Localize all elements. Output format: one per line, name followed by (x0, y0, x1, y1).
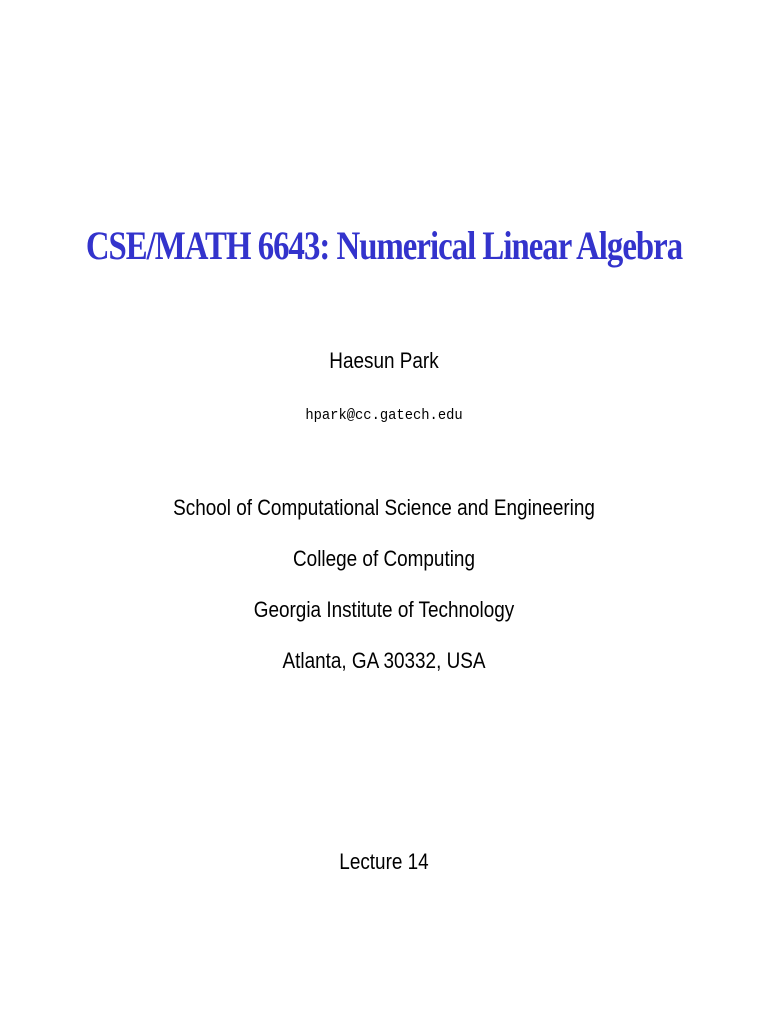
author-email: hpark@cc.gatech.edu (305, 407, 463, 424)
affiliation-college: College of Computing (293, 546, 475, 571)
lecture-number: Lecture 14 (339, 849, 429, 874)
affiliation-institute: Georgia Institute of Technology (253, 597, 515, 622)
author-name: Haesun Park (329, 348, 439, 373)
affiliation-address: Atlanta, GA 30332, USA (282, 648, 486, 673)
slide-title: CSE/MATH 6643: Numerical Linear Algebra (85, 223, 683, 268)
affiliation-school: School of Computational Science and Engineering (173, 495, 595, 520)
